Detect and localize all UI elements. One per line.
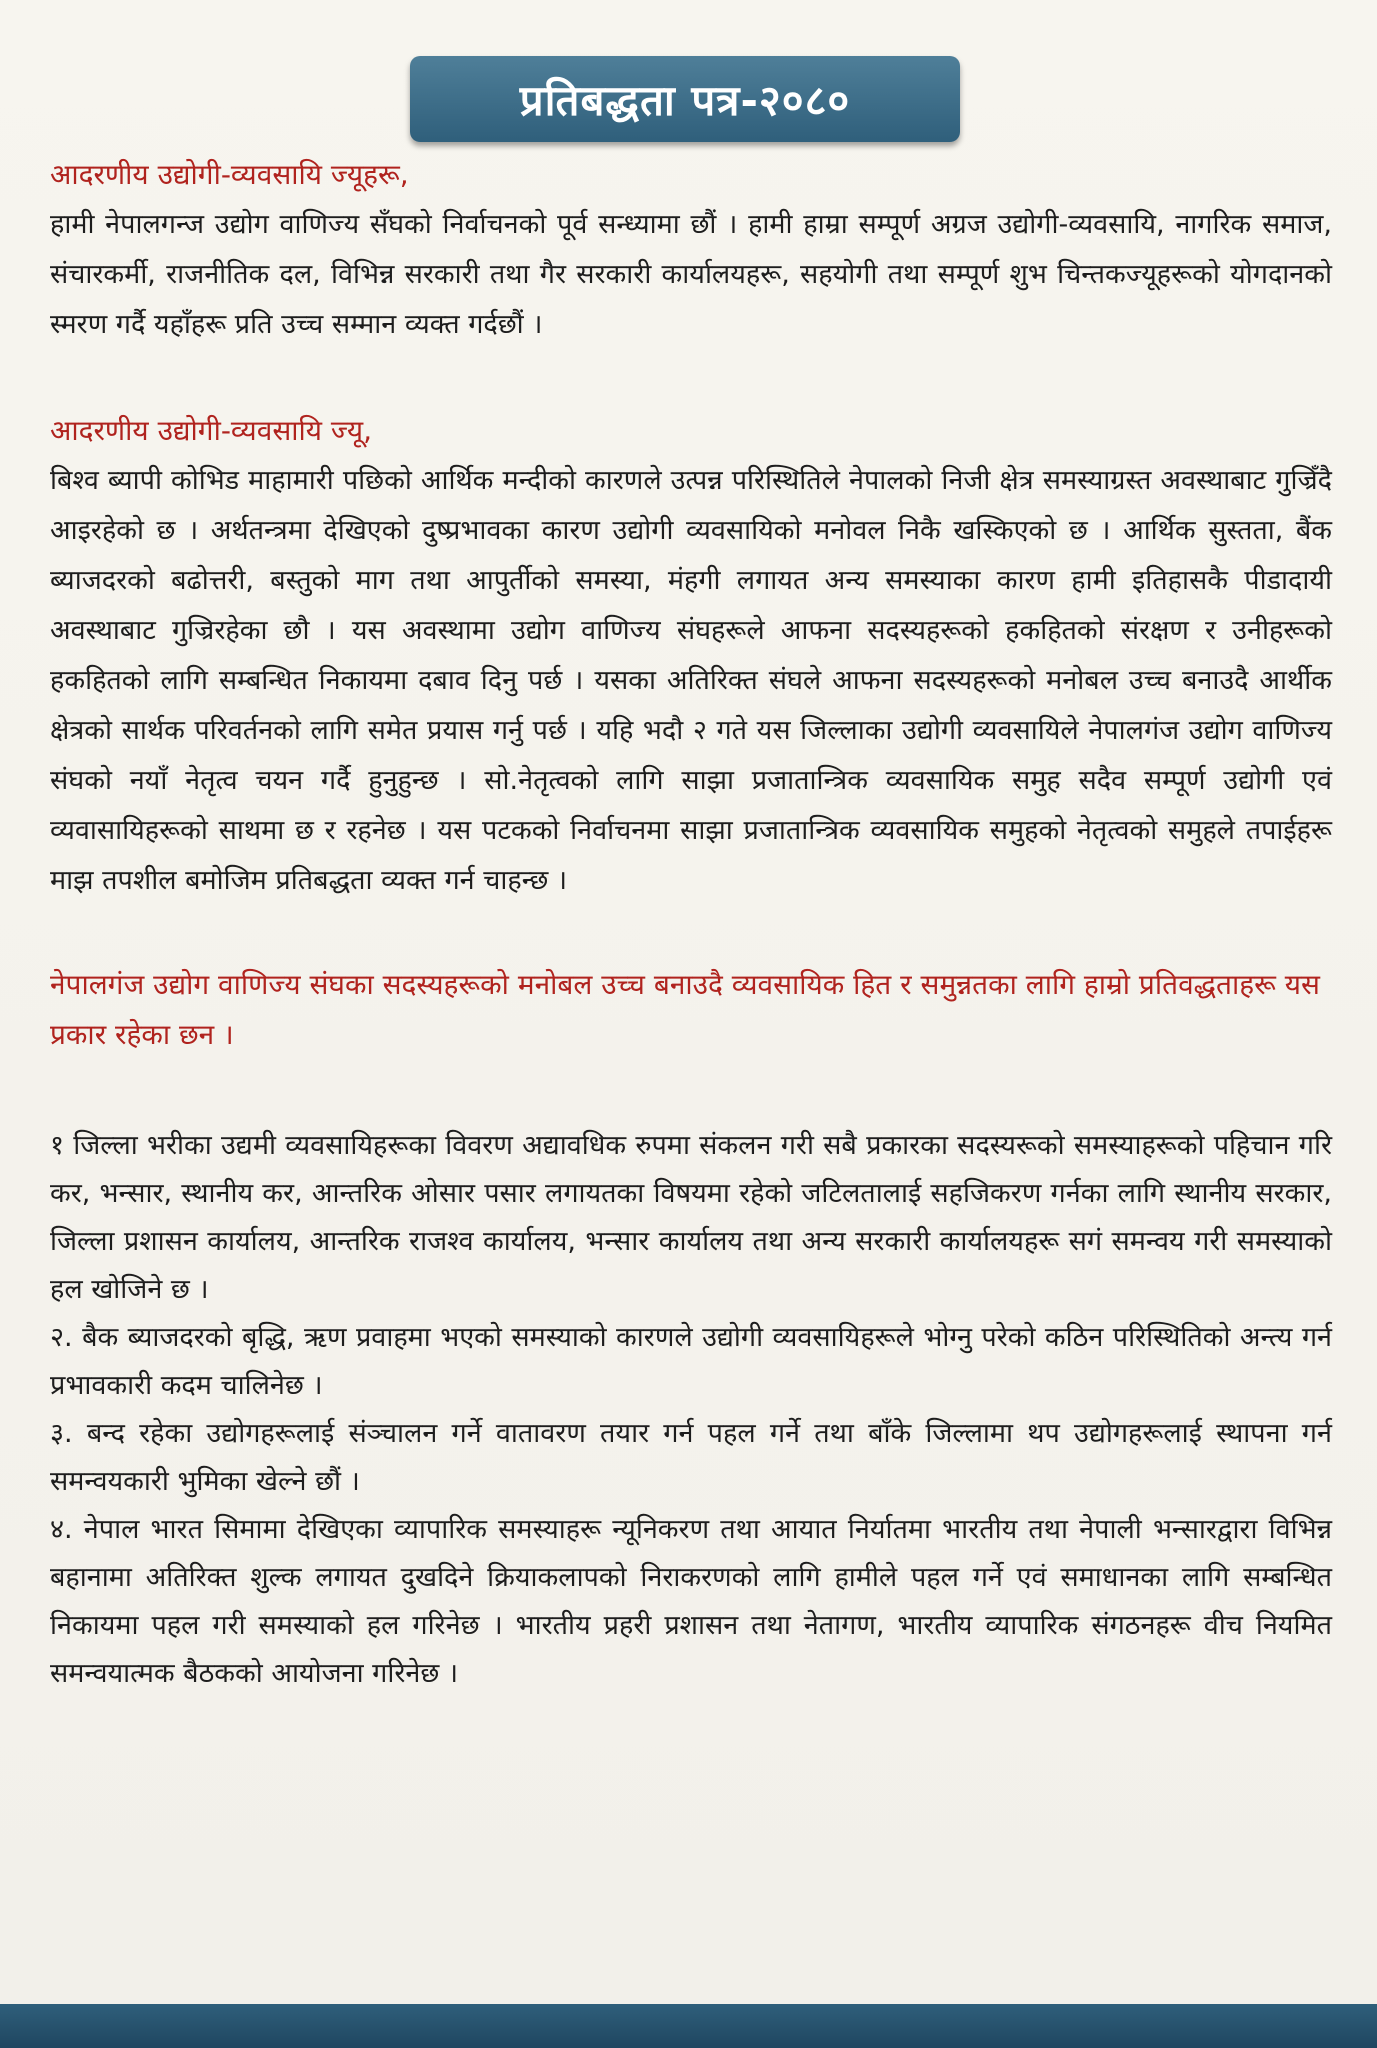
title-banner xyxy=(410,56,960,142)
commitment-item-3: ३. बन्द रहेका उद्योगहरूलाई संञ्चालन गर्ने वातावरण तयार गर्न पहल गर्ने तथा बाँके जिल्लामा थप उद्योगहरूलाई स्थापना गर्न समन्वयकारी भुमिका खेल्ने छौं । xyxy=(50,1418,1332,1497)
salutation-2: आदरणीय उद्योगी-व्यवसायि ज्यू, xyxy=(50,414,373,447)
letter-content xyxy=(50,150,1332,1698)
commitments-heading: नेपालगंज उद्योग वाणिज्य संघका सदस्यहरूको मनोबल उच्च बनाउदै व्यवसायिक हित र समुन्नतका लागि हाम्रो प्रतिवद्धताहरू यस प्रकार रहेका छन । xyxy=(50,968,1320,1051)
spacer xyxy=(50,350,1332,406)
commitment-item-2: २. बैक ब्याजदरको बृद्धि, ऋण प्रवाहमा भएको समस्याको कारणले उद्योगी व्यवसायिहरूले भोग्नु परेको कठिन परिस्थितिको अन्त्य गर्न प्रभावकारी कदम चालिनेछ । xyxy=(50,1322,1332,1401)
spacer xyxy=(50,906,1332,960)
salutation-1: आदरणीय उद्योगी-व्यवसायि ज्यूहरू, xyxy=(50,158,409,191)
commitment-item-1: १ जिल्ला भरीका उद्यमी व्यवसायिहरूका विवरण अद्यावधिक रुपमा संकलन गरी सबै प्रकारका सदस्यरूको समस्याहरूको पहिचान गरि कर, भन्सार, स्थानीय कर, आन्तरिक ओसार पसार लगायतका विषयमा रहेको जटिलतालाई सहजिकरण गर्नका लागि स्थानीय सरकार, जिल्ला प्रशासन कार्यालय, आन्तरिक राजश्व कार्यालय, भन्सार कार्यालय तथा अन्य सरकारी कार्यालयहरू सगं समन्वय गरी समस्याको हल खोजिने छ । xyxy=(50,1130,1332,1305)
bottom-bar xyxy=(0,2004,1377,2048)
commitment-item-4: ४. नेपाल भारत सिमामा देखिएका व्यापारिक समस्याहरू न्यूनिकरण तथा आयात निर्यातमा भारतीय तथा नेपाली भन्सारद्वारा विभिन्न बहानामा अतिरिक्त शुल्क लगायत दुखदिने क्रियाकलापको निराकरणको लागि हामीले पहल गर्ने एवं समाधानका लागि सम्बन्धित निकायमा पहल गरी समस्याको हल गरिनेछ । भारतीय प्रहरी प्रशासन तथा नेतागण, भारतीय व्यापारिक संगठनहरू वीच नियमित समन्वयात्मक बैठकको आयोजना गरिनेछ । xyxy=(50,1514,1332,1689)
spacer xyxy=(50,1060,1332,1122)
paragraph-2: बिश्व ब्यापी कोभिड माहामारी पछिको आर्थिक मन्दीको कारणले उत्पन्न परिस्थितिले नेपालको निजी क्षेत्र समस्याग्रस्त अवस्थाबाट गुज्रिँदै आइरहेको छ । अर्थतन्त्रमा देखिएको दुष्प्रभावका कारण उद्योगी व्यवसायिको मनोवल निकै खस्किएको छ । आर्थिक सुस्तता, बैंक ब्याजदरको बढोत्तरी, बस्तुको माग तथा आपुर्तीको समस्या, मंहगी लगायत अन्य समस्याका कारण हामी इतिहासकै पीडादायी अवस्थाबाट गुज्रिरहेका छौ । यस अवस्थामा उद्योग वाणिज्य संघहरूले आफना सदस्यहरूको हकहितको संरक्षण र उनीहरूको हकहितको लागि सम्बन्धित निकायमा दबाव दिनु पर्छ । यसका अतिरिक्त संघले आफना सदस्यहरूको मनोबल उच्च बनाउदै आर्थीक क्षेत्रको सार्थक परिवर्तनको लागि समेत प्रयास गर्नु पर्छ । यहि भदौ २ गते यस जिल्लाका उद्योगी व्यवसायिले नेपालगंज उद्योग वाणिज्य संघको नयाँ नेतृत्व चयन गर्दै हुनुहुन्छ । सो.नेतृत्वको लागि साझा प्रजातान्त्रिक व्यवसायिक समुह सदैव सम्पूर्ण उद्योगी एवं व्यवासायिहरूको साथमा छ र रहनेछ । यस पटकको निर्वाचनमा साझा प्रजातान्त्रिक व्यवसायिक समुहको नेतृत्वको समुहले तपाईहरू माझ तपशील बमोजिम प्रतिबद्धता व्यक्त गर्न चाहन्छ । xyxy=(50,465,1332,896)
paragraph-1: हामी नेपालगन्ज उद्योग वाणिज्य सँघको निर्वाचनको पूर्व सन्ध्यामा छौं । हामी हाम्रा सम्पूर्ण अग्रज उद्योगी-व्यवसायि, नागरिक समाज, संचारकर्मी, राजनीतिक दल, विभिन्न सरकारी तथा गैर सरकारी कार्यालयहरू, सहयोगी तथा सम्पूर्ण शुभ चिन्तकज्यूहरूको योगदानको स्मरण गर्दै यहाँहरू प्रति उच्च सम्मान व्यक्त गर्दछौं । xyxy=(50,209,1332,340)
page-title: प्रतिबद्धता पत्र-२०८० xyxy=(519,75,851,125)
